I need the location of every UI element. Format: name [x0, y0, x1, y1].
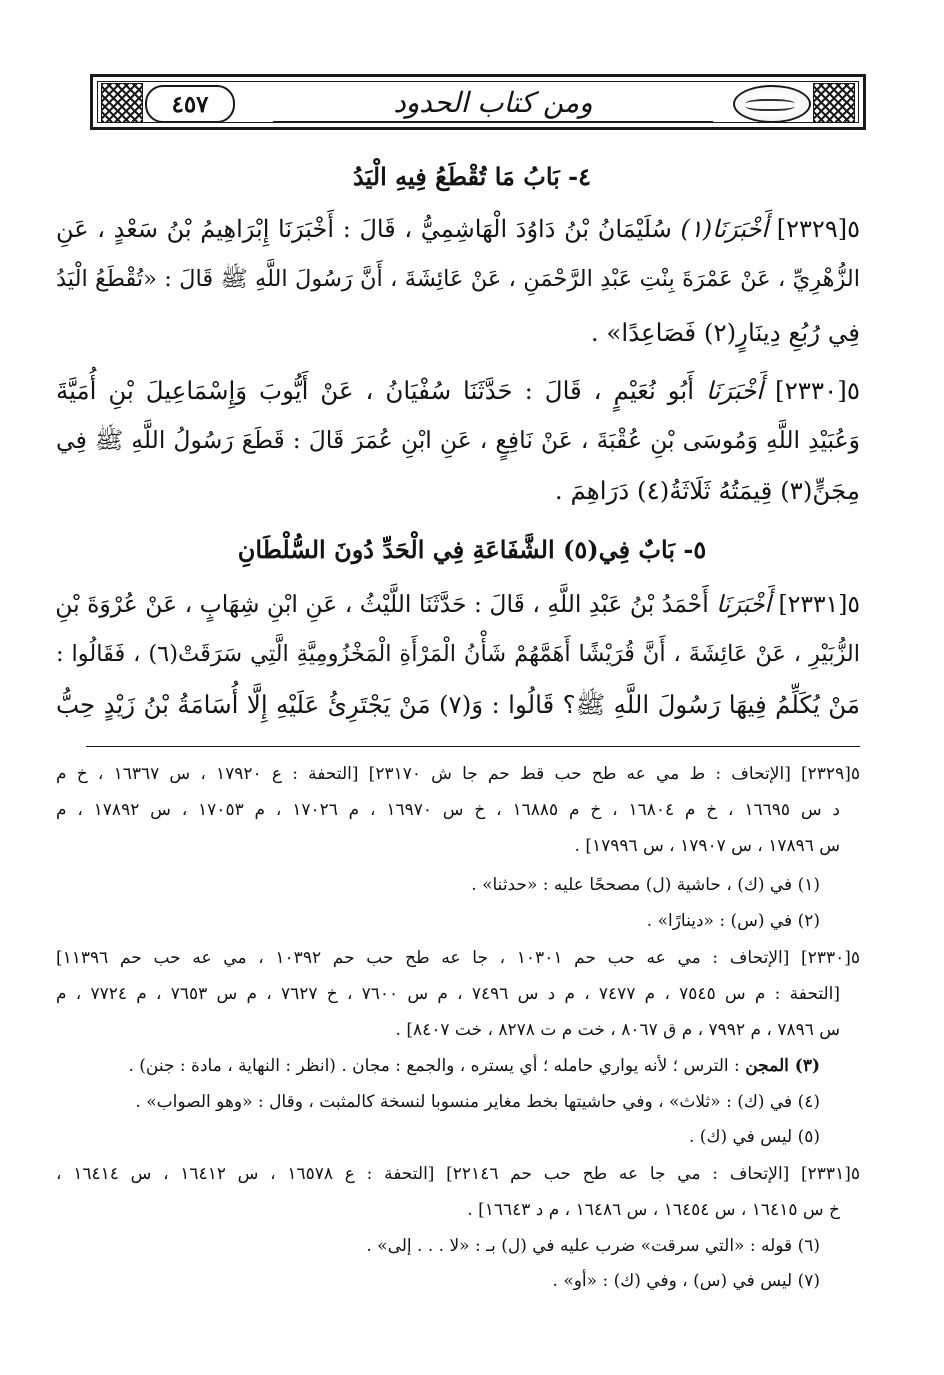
footnote-takhrij-2329: ٥[٢٣٢٩] [الإتحاف : ط مي عه طح حب قط حم جا ش ٢٣١٧٠] [التحفة : ع ١٧٩٢٠ ، س ١٦٣٦٧ ، خ م [56, 764, 860, 784]
transmission-word: أَخْبَرَنَا(١) [680, 215, 769, 243]
chapter-title: ومن كتاب الحدود [393, 85, 593, 119]
footnote-takhrij-2329: س ١٧٨٩٦ ، س ١٧٩٠٧ ، س ١٧٩٩٦] . [574, 836, 840, 856]
footnote-7: (٧) ليس في (س) ، وفي (ك) : «أو» . [552, 1271, 820, 1291]
footnote-divider [86, 746, 860, 747]
hadith-2329-line-3: فِي رُبُعِ دِينَارٍ(٢) فَصَاعِدًا» . [590, 318, 860, 347]
footnote-term: (٣) المجن [745, 1056, 820, 1076]
footnote-takhrij-2329: د س ١٦٦٩٥ ، خ م ١٦٨٠٤ ، خ م ١٦٨٨٥ ، خ س ١٦٩٧٠ ، م ١٧٠٢٦ ، م ١٧٠٥٣ ، س ١٧٨٩٢ ، م [56, 800, 840, 820]
footnote-takhrij-2330: س ٧٨٩٦ ، م ٧٩٩٢ ، م ق ٨٠٦٧ ، خت م ت ٨٢٧٨ ، خت ٨٤٠٧] . [395, 1020, 840, 1040]
footnote-1: (١) في (ك) ، حاشية (ل) مصححًا عليه : «حدثنا» . [471, 875, 820, 895]
hadith-2330-line-2: وَعُبَيْدِ اللَّهِ وَمُوسَى بْنِ عُقْبَةَ ، عَنْ نَافِعٍ ، عَنِ ابْنِ عُمَرَ قَالَ : قَطَعَ رَسُولُ اللَّهِ ﷺ فِي [56, 426, 860, 454]
footnote-3 [56, 1056, 820, 1076]
hadith-number: ٥[٢٣٢٩] [776, 215, 860, 243]
footnote-takhrij-2331: خ س ١٦٤١٥ ، س ١٦٤٥٤ ، س ١٦٤٨٦ ، م د ١٦٦٤٣] . [467, 1200, 840, 1220]
ornament-left [101, 83, 143, 123]
hadith-number: ٥[٢٣٣١] [778, 590, 860, 618]
footnote-4: (٤) في (ك) : «ثلاث» ، وفي حاشيتها بخط مغاير منسوبا لنسخة كالمثبت ، وقال : «وهو الصواب» . [135, 1092, 820, 1112]
footnote-5: (٥) ليس في (ك) . [689, 1127, 820, 1147]
footnote-text: : الترس ؛ لأنه يواري حامله ؛ أي يستره ، والجمع : مجان . (انظر : النهاية ، مادة : جنن) . [128, 1056, 740, 1076]
transmission-word: أَخْبَرَنَا [716, 590, 772, 618]
hadith-2329-line-2: الزُّهْرِيِّ ، عَنْ عَمْرَةَ بِنْتِ عَبْدِ الرَّحْمَنِ ، عَنْ عَائِشَةَ ، أَنَّ رَسُولَ اللَّهِ ﷺ قَالَ : «تُقْطَعُ الْيَدُ [56, 266, 860, 292]
page-number: ٤٥٧ [171, 90, 209, 118]
section-heading: ٤- بَابُ مَا تُقْطَعُ فِيهِ الْيَدُ [352, 162, 592, 191]
hadith-2331-line-1 [56, 592, 860, 618]
transmission-word: أَخْبَرَنَا [705, 376, 764, 405]
title-underline [273, 121, 713, 122]
hadith-2331-line-3: مَنْ يُكَلِّمُ فِيهَا رَسُولَ اللَّهِ ﷺ؟ قَالُوا : وَ(٧) مَنْ يَجْتَرِئُ عَلَيْهِ إِلَّا أُسَامَةُ بْنُ زَيْدٍ حِبُّ [56, 690, 861, 719]
hadith-text: أَحْمَدُ بْنُ عَبْدِ اللَّهِ ، قَالَ : حَدَّثَنَا اللَّيْثُ ، عَنِ ابْنِ شِهَابٍ ، عَنْ عُرْوَةَ بْنِ [55, 590, 709, 618]
hadith-text: سُلَيْمَانُ بْنُ دَاوُدَ الْهَاشِمِيُّ ، قَالَ : أَخْبَرَنَا إِبْرَاهِيمُ بْنُ سَعْدٍ ، عَنِ [56, 215, 672, 243]
page-header [90, 74, 866, 130]
footnote-6: (٦) قوله : «التي سرقت» ضرب عليه في (ل) بـ : «لا . . . إلى» . [366, 1236, 820, 1256]
publisher-seal-icon [733, 85, 811, 123]
footnote-takhrij-2331: ٥[٢٣٣١] [الإتحاف : مي جا عه طح حب حم ٢٢١٤٦] [التحفة : ع ١٦٥٧٨ ، س ١٦٤١٢ ، س ١٦٤١٤ ، [56, 1164, 860, 1184]
page-number-box [145, 85, 235, 123]
footnote-takhrij-2330: [التحفة : م س ٧٥٤٥ ، م ٧٤٧٧ ، م د س ٧٤٩٦ ، م س ٧٦٠٠ ، خ ٧٦٢٧ ، م س ٧٦٥٣ ، م ٧٧٢٤ ، م [56, 984, 840, 1004]
hadith-2331-line-2: الزُّبَيْرِ ، عَنْ عَائِشَةَ ، أَنَّ قُرَيْشًا أَهَمَّهُمْ شَأْنُ الْمَرْأَةِ الْمَخْزُومِيَّةِ الَّتِي سَرَقَتْ(٦) ، فَقَالُوا : [56, 641, 860, 667]
footnote-takhrij-2330: ٥[٢٣٣٠] [الإتحاف : مي عه حب حم ١٠٣٠١ ، جا عه طح حب حم ١٠٣٩٢ ، مي عه حب حم ١١٣٩٦] [56, 948, 860, 968]
hadith-2329-line-1 [56, 216, 860, 242]
footnote-2: (٢) في (س) : «دينارًا» . [646, 911, 820, 931]
ornament-right [813, 83, 855, 123]
section-heading: ٥- بَابٌ فِي(٥) الشَّفَاعَةِ فِي الْحَدِّ دُونَ السُّلْطَانِ [237, 535, 707, 564]
hadith-number: ٥[٢٣٣٠] [775, 376, 860, 405]
hadith-2330-line-3: مِجَنٍّ(٣) قِيمَتُهُ ثَلَاثَةُ(٤) دَرَاهِمَ . [554, 476, 860, 505]
hadith-text: أَبُو نُعَيْمٍ ، قَالَ : حَدَّثَنَا سُفْيَانُ ، عَنْ أَيُّوبَ وَإِسْمَاعِيلَ بْنِ أُمَيَّةَ [56, 376, 695, 405]
hadith-2330-line-1 [56, 378, 860, 405]
